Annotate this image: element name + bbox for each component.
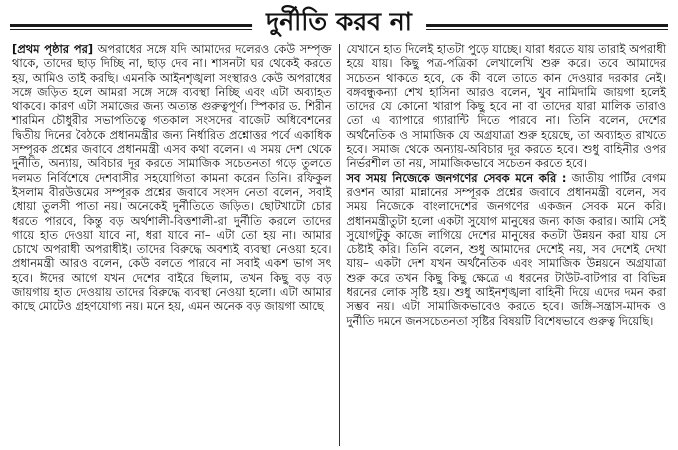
left-column [6, 42, 339, 448]
subheading: সব সময় নিজেকে জনগণের সেবক মনে করি : [346, 170, 567, 185]
right-column-text-part2 [347, 171, 667, 328]
right-column-body-part2: জাতীয় পার্টির বেগম রওশন আরা মান্নানের সম্পূরক প্রশ্নের জবাবে প্রধানমন্ত্রী বলেন, সব সময় নিজেকে বাংলাদেশের জনগণের একজন সেবক মনে করি। প্রধানমন্ত্রীতুটা হলো একটা সুযোগ মানুষের জন্য কাজ করার। আমি সেই সুযোগটুকু কাজে লাগিয়ে দেশের মানুষের কতটা উন্নয়ন করা যায় সে চেষ্টাই করি। তিনি বলেন, শুধু আমাদের দেশেই নয়, সব দেশেই দেখা যায়– একটা দেশ যখন অর্থনৈতিক এবং সামাজিক উন্নয়নে অগ্রযাত্রা শুরু করে তখন কিছু কিছু ক্ষেত্রে এ ধরনের টাউট-বাটপার বা বিভিন্ন ধরনের লোক সৃষ্টি হয়। শুধু আইনশৃঙ্খলা বাহিনী দিয়ে এদের দমন করা সম্ভব নয়। এটা সামাজিকভাবেও করতে হবে। জঙ্গি-সন্ত্রাস-মাদক ও দুর্নীতি দমনে জনসচেতনতা সৃষ্টির বিষয়টি বিশেষভাবে গুরুত্ব দিয়েছি। [346, 170, 666, 328]
right-column-body-part1: যেখানে হাত দিলেই হাতটা পুড়ে যাচ্ছে। যারা ধরতে যায় তারাই অপরাধী হয়ে যায়। কিছু পত্র-পত্রিকা লেখালেখি শুরু করে। তবে আমাদের সচেতন থাকতে হবে, কে কী বলে তাতে কান দেওয়ার দরকার নেই। বঙ্গবন্ধুকন্যা শেখ হাসিনা আরও বলেন, খুব নামিদামি জায়গা হলেই তাদের যে কোনো খারাপ কিছু হবে না বা তাদের যারা মালিক তারাও তো এ ব্যাপারে গ্যারান্টি দিতে পারবে না। তিনি বলেন, দেশের অর্থনৈতিক ও সামাজিক যে অগ্রযাত্রা শুরু হয়েছে, তা অব্যাহত রাখতে হবে। সমাজ থেকে অন্যায়-অবিচার দূর করতে হবে। শুধু বাহিনীর ওপর নির্ভরশীল তা নয়, সামাজিকভাবে সচেতন করতে হবে। [346, 42, 666, 171]
left-column-text [12, 42, 332, 314]
article-columns [6, 42, 672, 448]
continuation-label: [প্রথম পৃষ্ঠার পর] [12, 42, 94, 56]
left-column-body: অপরাধের সঙ্গে যদি আমাদের দলেরও কেউ সম্পৃক্ত থাকে, তাদের ছাড় দিচ্ছি না, ছাড় দেব না। শাসনটা ঘর থেকেই করতে হয়, আমিও তাই করছি। এমনকি আইনশৃঙ্খলা সংস্থারও কেউ অপরাধের সঙ্গে জড়িত হলে আমরা সঙ্গে সঙ্গে ব্যবস্থা নিচ্ছি এবং এটা অব্যাহত থাকবে। কারণ এটা সমাজের জন্য অত্যন্ত গুরুত্বপূর্ণ। স্পিকার ড. শিরীন শারমিন চৌধুরীর সভাপতিত্বে গতকাল সংসদের বাজেট অধিবেশনের দ্বিতীয় দিনের বৈঠকে প্রধানমন্ত্রীর জন্য নির্ধারিত প্রশ্নোত্তর পর্বে একাধিক সম্পূরক প্রশ্নের জবাবে প্রধানমন্ত্রী এসব কথা বলেন। এ সময় দেশ থেকে দুর্নীতি, অন্যায়, অবিচার দূর করতে সামাজিক সচেতনতা গড়ে তুলতে দলমত নির্বিশেষে দেশবাসীর সহযোগিতা কামনা করেন তিনি। রফিকুল ইসলাম বীরউত্তমের সম্পূরক প্রশ্নের জবাবে সংসদ নেতা বলেন, সবাই ধোয়া তুলসী পাতা নয়। অনেকেই দুর্নীতিতে জড়িত। ছোটখাটো চোর ধরতে পারবে, কিন্তু বড় অর্থশালী-বিত্তশালী-রা দুর্নীতি করলে তাদের গায়ে হাত দেওয়া যাবে না, ধরা যাবে না– এটা তো হয় না। আমার চোখে অপরাধী অপরাধীই। তাদের বিরুদ্ধে অবশ্যই ব্যবস্থা নেওয়া হবে। প্রধানমন্ত্রী আরও বলেন, কেউ বলতে পারবে না সবাই একশ ভাগ সৎ হবে। ঈদের আগে যখন দেশের বাইরে ছিলাম, তখন কিছু বড় বড় জায়গায় হাত দেওয়ায় তাদের বিরুদ্ধে ব্যবস্থা নেওয়া হলো। এটা আমার কাছে মোটেও গ্রহণযোগ্য নয়। মনে হয়, এমন অনেক বড় জায়গা আছে [12, 42, 332, 314]
headline: দুর্নীতি করব না [252, 6, 426, 38]
headline-bar [6, 4, 672, 40]
right-column [340, 42, 673, 448]
